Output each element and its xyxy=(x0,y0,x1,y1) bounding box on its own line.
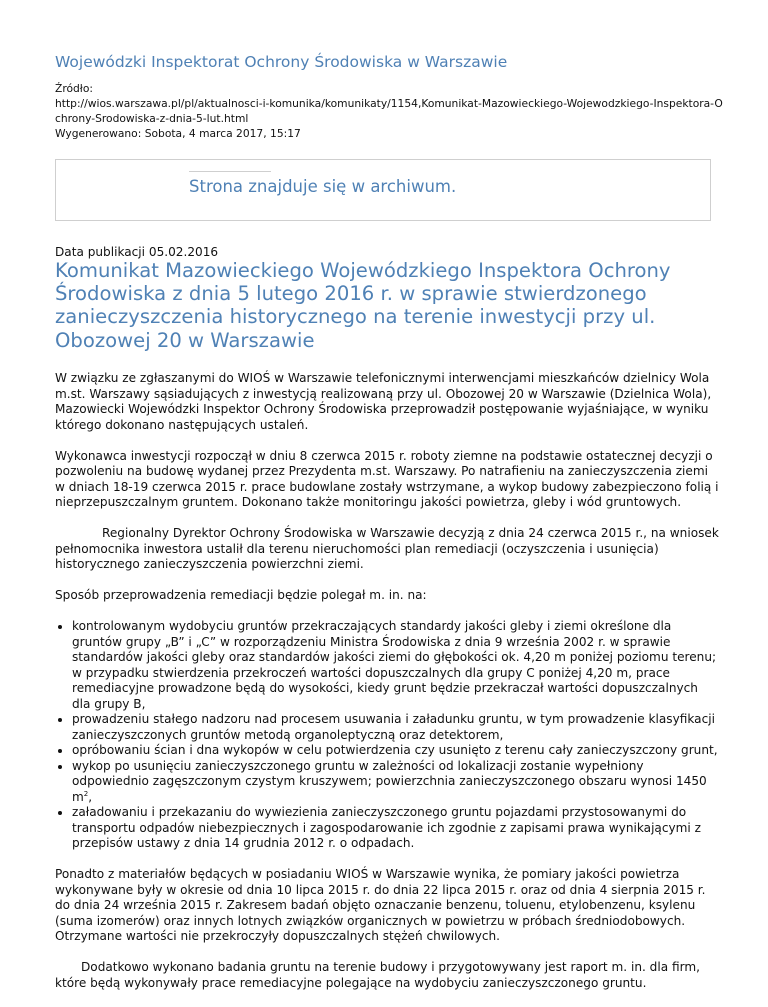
source-meta xyxy=(55,81,725,141)
publication-date: Data publikacji 05.02.2016 xyxy=(55,245,219,259)
archive-divider xyxy=(189,171,271,172)
paragraph-rdos-decision: Regionalny Dyrektor Ochrony Środowiska w Warszawie decyzją z dnia 24 czerwca 2015 r., na wniosek pełnomocnika inwestora ustalił dla terenu nieruchomości plan remediacji (oczyszczenia i usunięcia) historycznego zanieczyszczenia powierzchni ziemi. xyxy=(55,526,719,571)
list-item: • załadowaniu i przekazaniu do wywiezienia zanieczyszczonego gruntu pojazdami przystosowanymi do transportu odpadów niebezpiecznych i zagospodarowanie ich zgodnie z zapisami prawa wynikającymi z przepisów ustawy z dnia 14 grudnia 2012 r. o odpadach. xyxy=(72,805,720,852)
article-headline: Komunikat Mazowieckiego Wojewódzkiego Inspektora Ochrony Środowiska z dnia 5 lutego 2016 r. w sprawie stwierdzonego zanieczyszczenia historycznego na terenie inwestycji przy ul. Obozowej 20 w Warszawie xyxy=(55,259,671,352)
paragraph-intro: W związku ze zgłaszanymi do WIOŚ w Warszawie telefonicznymi interwencjami mieszkańców dzielnicy Wola m.st. Warszawy sąsiadujących z inwestycją realizowaną przy ul. Obozowej 20 w Warszawie (Dzielnica Wola), Mazowiecki Wojewódzki Inspektor Ochrony Środowiska przeprowadził postępowanie wyjaśniające, w wyniku którego dokonano następujących ustaleń. xyxy=(55,371,712,432)
archive-notice-box xyxy=(55,159,711,221)
list-item: • opróbowaniu ścian i dna wykopów w celu potwierdzenia czy usunięto z terenu cały zanieczyszczony grunt, xyxy=(72,743,720,759)
paragraph-works: Wykonawca inwestycji rozpoczął w dniu 8 czerwca 2015 r. roboty ziemne na podstawie ostatecznej decyzji o pozwoleniu na budowę wydanej przez Prezydenta m.st. Warszawy. Po natrafieniu na zanieczyszczenia ziemi w dniach 18-19 czerwca 2015 r. prace budowlane zostały wstrzymane, a wykop budowy zabezpieczono folią i nieprzepuszczalnym gruntem. Dokonano także monitoringu jakości powietrza, gleby i wód gruntowych. xyxy=(55,448,719,509)
list-item-punct: , xyxy=(88,789,93,804)
article-body xyxy=(55,371,720,1007)
archive-notice: Strona znajduje się w archiwum. xyxy=(189,177,457,196)
list-item: • kontrolowanym wydobyciu gruntów przekraczających standardy jakości gleby i ziemi określone dla gruntów grupy „B” i „C” w rozporządzeniu Ministra Środowiska z dnia 9 września 2002 r. w sprawie standardów jakości gleby oraz standardów jakości ziemi do głębokości ok. 4,20 m poniżej poziomu terenu; w przypadku stwierdzenia przekroczeń wartości dopuszczalnych dla grupy C poniżej 4,20 m, prace remediacyjne prowadzone będą do wysokości, kiedy grunt będzie przekraczał wartości dopuszczalnych dla grupy B, xyxy=(72,619,720,712)
superscript: 2 xyxy=(83,789,89,798)
list-item-text: wykop po usunięciu zanieczyszczonego gruntu w zależności od lokalizacji zostanie wypełniony odpowiednio zagęszczonym czystym kruszywem; powierzchnia zanieczyszczonego obszaru wynosi 1450 m xyxy=(72,758,707,804)
list-item: • prowadzeniu stałego nadzoru nad procesem usuwania i załadunku gruntu, w tym prowadzenie klasyfikacji zanieczyszczonych gruntów metodą organoleptyczną oraz detektorem, xyxy=(72,712,720,743)
paragraph-air-measurements: Ponadto z materiałów będących w posiadaniu WIOŚ w Warszawie wynika, że pomiary jakości powietrza wykonywane były w okresie od dnia 10 lipca 2015 r. do dnia 22 lipca 2015 r. oraz od dnia 4 sierpnia 2015 r. do dnia 24 września 2015 r. Zakresem badań objęto oznaczanie benzenu, toluenu, etylobenzenu, ksylenu (suma izomerów) oraz innych lotnych związków organicznych w powietrzu w próbach średniodobowych. Otrzymane wartości nie przekroczyły dopuszczalnych stężeń chwilowych. xyxy=(55,867,706,943)
remediation-list xyxy=(55,619,720,852)
generated-timestamp: Wygenerowano: Sobota, 4 marca 2017, 15:17 xyxy=(55,127,301,140)
source-url: http://wios.warszawa.pl/pl/aktualnosci-i-komunika/komunikaty/1154,Komunikat-Mazowieckiego-Wojewodzkiego-Inspektora-Ochrony-Srodowiska-z-dnia-5-lut.html xyxy=(55,97,723,125)
source-label: Źródło: xyxy=(55,82,93,95)
site-title: Wojewódzki Inspektorat Ochrony Środowiska w Warszawie xyxy=(55,53,508,71)
list-item xyxy=(72,759,720,806)
paragraph-soil-tests: Dodatkowo wykonano badania gruntu na terenie budowy i przygotowywany jest raport m. in. dla firm, które będą wykonywały prace remediacyjne polegające na wydobyciu zanieczyszczonego gruntu. xyxy=(55,960,700,990)
paragraph-method-intro: Sposób przeprowadzenia remediacji będzie polegał m. in. na: xyxy=(55,588,427,602)
